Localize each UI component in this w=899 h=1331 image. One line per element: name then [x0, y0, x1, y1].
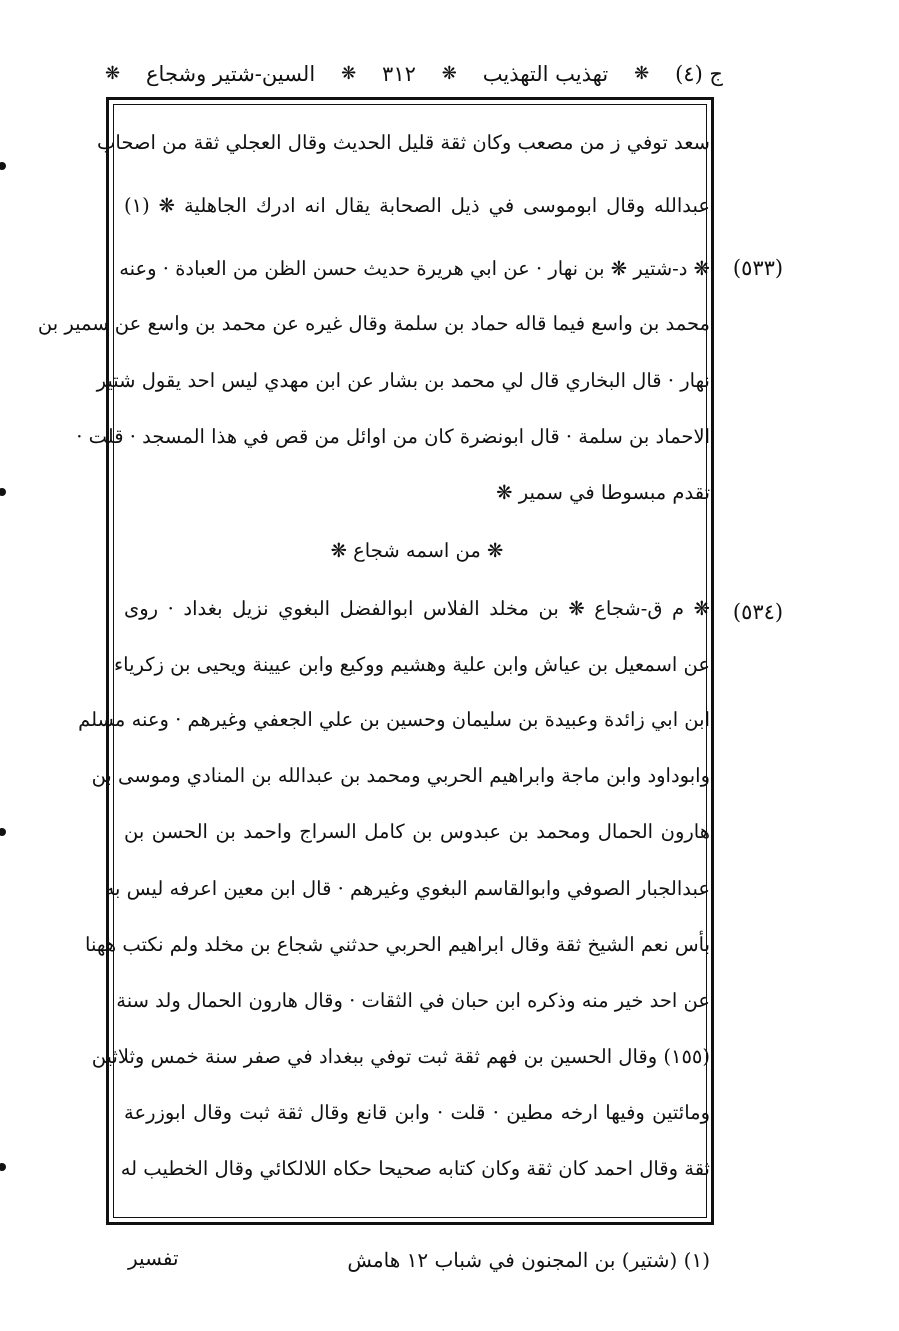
text-line: هارون الحمال ومحمد بن عبدوس بن كامل السراج واحمد بن الحسن بن — [124, 820, 710, 843]
text-line: تقدم مبسوطا في سمير ❋ — [496, 481, 710, 504]
scan-mark — [0, 828, 6, 836]
volume-label: ج (٤) — [675, 62, 723, 86]
running-header — [105, 52, 723, 96]
text-line: سعد توفي ز من مصعب وكان ثقة قليل الحديث وقال العجلي ثقة من اصحاب — [97, 131, 710, 154]
text-line: محمد بن واسع فيما قاله حماد بن سلمة وقال غيره عن محمد بن واسع عن سمير بن — [37, 312, 710, 335]
text-line: (١٥٥) وقال الحسين بن فهم ثقة ثبت توفي ببغداد في صفر سنة خمس وثلاثين — [91, 1045, 710, 1068]
text-line: عبدالله وقال ابوموسى في ذيل الصحابة يقال انه ادرك الجاهلية ❋ (١) — [124, 194, 710, 217]
book-title: تهذيب التهذيب — [482, 62, 609, 86]
entry-heading-shuja: ❋ م ق-شجاع ❋ بن مخلد الفلاس ابوالفضل البغوي نزيل بغداد · روى — [124, 597, 710, 620]
page-number: ٣١٢ — [382, 62, 416, 86]
section-title: السين-شتير وشجاع — [146, 62, 316, 86]
ornament-icon: ❋ — [634, 63, 650, 84]
text-line: ومائتين وفيها ارخه مطين · قلت · وابن قانع وقال ثقة ثبت وقال ابوزرعة — [124, 1101, 710, 1124]
text-line: ثقة وقال احمد كان ثقة وكان كتابه صحيحا حكاه اللالكائي وقال الخطيب له — [120, 1157, 710, 1180]
text-line: عن احد خير منه وذكره ابن حبان في الثقات · وقال هارون الحمال ولد سنة — [116, 989, 710, 1012]
ornament-icon: ❋ — [341, 63, 357, 84]
text-line: عبدالجبار الصوفي وابوالقاسم البغوي وغيرهم · قال ابن معين اعرفه ليس به — [104, 877, 710, 900]
text-line: بأس نعم الشيخ ثقة وقال ابراهيم الحربي حدثني شجاع بن مخلد ولم نكتب ههنا — [85, 933, 710, 956]
text-line: نهار · قال البخاري قال لي محمد بن بشار عن ابن مهدي ليس احد يقول شتير — [96, 369, 710, 392]
scan-mark — [0, 1163, 6, 1171]
scan-mark — [0, 488, 6, 496]
text-line: ابن ابي زائدة وعبيدة بن سليمان وحسين بن علي الجعفي وغيرهم · وعنه مسلم — [78, 708, 710, 731]
scan-mark — [0, 162, 6, 170]
ornament-icon: ❋ — [105, 63, 121, 84]
footnote: (١) (شتير) بن المجنون في شباب ١٢ هامش — [347, 1248, 710, 1272]
entry-heading-shutayr: ❋ د-شتير ❋ بن نهار · عن ابي هريرة حديث حسن الظن من العبادة · وعنه — [119, 257, 710, 280]
ornament-icon: ❋ — [441, 63, 457, 84]
text-line: الاحماد بن سلمة · قال ابونضرة كان من اوائل من قص في هذا المسجد · قلت · — [76, 425, 710, 448]
catchword: تفسير — [128, 1246, 179, 1270]
entry-number-534: (٥٣٤) — [732, 600, 784, 624]
text-line: عن اسمعيل بن عياش وابن علية وهشيم ووكيع وابن عيينة ويحيى بن زكرياء — [113, 653, 710, 676]
text-line: وابوداود وابن ماجة وابراهيم الحربي ومحمد بن عبدالله بن المنادي وموسى بن — [91, 764, 710, 787]
entry-number-533: (٥٣٣) — [732, 256, 784, 280]
section-heading: ❋ من اسمه شجاع ❋ — [330, 539, 504, 562]
